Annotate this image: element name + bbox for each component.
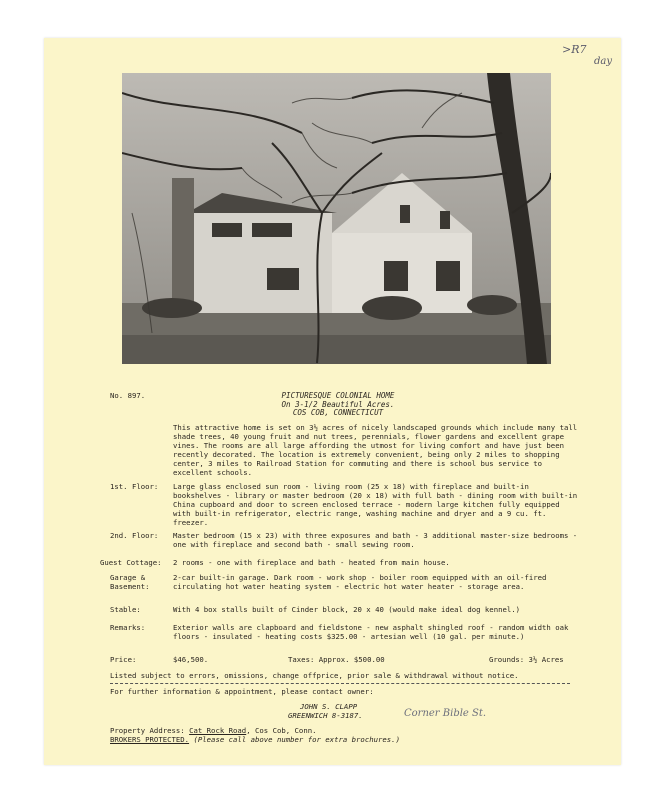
section-text-guest-cottage: 2 rooms - one with fireplace and bath - heated from main house. [173,558,450,567]
section-label-guest-cottage: Guest Cottage: [100,558,162,567]
price-label: Price: [110,655,137,664]
section-label-first-floor: 1st. Floor: [110,482,159,491]
listing-title [258,392,418,418]
owner-phone: GREENWICH 8-3187. [288,711,363,720]
separator-line [110,683,570,684]
section-label-stable: Stable: [110,605,141,614]
brokers-text: BROKERS PROTECTED. [110,735,190,744]
property-address-label: Property Address: [110,726,185,735]
price-value: $46,500. [173,655,209,664]
section-text-remarks: Exterior walls are clapboard and fieldstone - new asphalt shingled roof - random width oak floors - insulated - heating costs $325.00 - artesian well (10 gal. per minute.) [173,623,569,641]
intro-paragraph: This attractive home is set on 3½ acres of nicely landscaped grounds which include many tall shade trees, 40 young fruit and nut trees, perennials, flower gardens and excellent grape vines. The rooms are all large affording the utmost for living comfort and have just been recently decorated. The location is extremely convenient, being only 2 miles to shopping center, 3 miles to Railroad Station for commuting and there is school bus service to excellent schools. [173,423,578,477]
document-sheet [44,38,621,765]
section-label-second-floor: 2nd. Floor: [110,531,159,540]
section-label-garage-basement: Garage & Basement: [110,573,150,591]
brochure-note: (Please call above number for extra brochures.) [193,735,400,744]
property-town: , Cos Cob, Conn. [246,726,317,735]
subject-to-line: Listed subject to errors, omissions, change offprice, prior sale & withdrawal without notice. [110,671,519,680]
corner-note-line1: >R7 [562,43,587,56]
title-line3: COS COB, CONNECTICUT [292,408,384,418]
house-photo [122,73,551,364]
grounds-text: Grounds: 3½ Acres [489,655,564,664]
owner-name: JOHN S. CLAPP [300,702,358,711]
handwritten-corner-note [562,44,612,67]
title-line1: PICTURESQUE COLONIAL HOME [281,391,395,400]
section-label-remarks: Remarks: [110,623,146,632]
section-text-garage-basement: 2-car built-in garage. Dark room - work shop - boiler room equipped with an oil-fired circulating hot water heating system - electric hot water heater - storage area. [173,573,547,591]
section-text-first-floor: Large glass enclosed sun room - living room (25 x 18) with fireplace and built-in bookshelves - library or master bedroom (20 x 18) with full bath - dining room with built-in China cupboard and door to screen enclosed terrace - modern large kitchen fully equipped with built-in refrigerator, electric range, washing machine and dryer and a 9 cu. ft. freezer. [173,482,578,527]
section-text-second-floor: Master bedroom (15 x 23) with three exposures and bath - 3 additional master-size bedrooms - one with fireplace and second bath - small sewing room. [173,531,578,549]
brokers-protected [110,736,400,745]
section-text-stable: With 4 box stalls built of Cinder block, 20 x 40 (would make ideal dog kennel.) [173,605,521,614]
contact-line: For further information & appointment, please contact owner: [110,687,374,696]
corner-note-line2: day [594,56,613,68]
title-line2: On 3-1/2 Beautiful Acres. [281,399,395,409]
handwritten-address-note: Corner Bible St. [404,708,487,719]
property-road: Cat Rock Road [189,726,247,735]
listing-number: No. 897. [110,391,146,400]
taxes-text: Taxes: Approx. $500.00 [288,655,385,664]
